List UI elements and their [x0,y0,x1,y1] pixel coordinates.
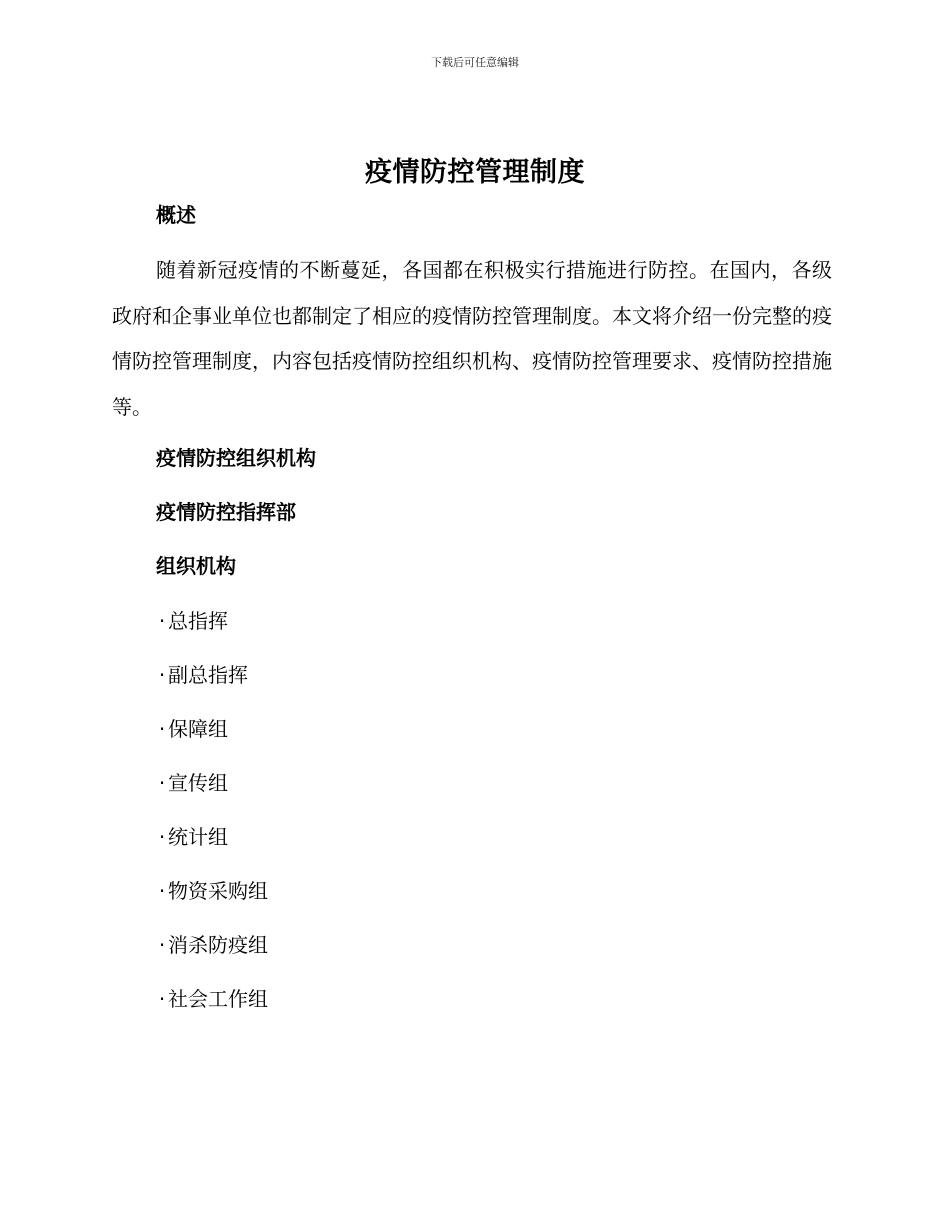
page-header-note: 下载后可任意编辑 [431,56,519,69]
bullet-dot: · [158,933,166,957]
document-title: 疫情防控管理制度 [365,157,585,188]
list-item-label: 物资采购组 [168,879,268,903]
list-item [156,821,228,850]
overview-heading: 概述 [156,203,196,227]
bullet-dot: · [158,771,166,795]
list-item [156,983,268,1012]
bullet-dot: · [158,609,166,633]
list-item [156,767,228,796]
structure-subsection-heading: 组织机构 [156,554,236,578]
list-item [156,659,248,688]
org-section-heading: 疫情防控组织机构 [156,446,316,470]
list-item-label: 保障组 [168,717,228,741]
list-item-label: 副总指挥 [168,663,248,687]
bullet-dot: · [158,717,166,741]
list-item-label: 消杀防疫组 [168,933,268,957]
command-subsection-heading: 疫情防控指挥部 [156,500,296,524]
list-item-label: 宣传组 [168,771,228,795]
bullet-dot: · [158,987,166,1011]
bullet-dot: · [158,825,166,849]
list-item-label: 统计组 [168,825,228,849]
bullet-dot: · [158,879,166,903]
list-item [156,605,228,634]
list-item-label: 总指挥 [168,609,228,633]
list-item [156,875,268,904]
intro-paragraph: 随着新冠疫情的不断蔓延，各国都在积极实行措施进行防控。在国内，各级政府和企事业单位也都制定了相应的疫情防控管理制度。本文将介绍一份完整的疫情防控管理制度，内容包括疫情防控组织机构、疫情防控管理要求、疫情防控措施等。 [112,258,832,419]
list-item [156,929,268,958]
list-item [156,713,228,742]
bullet-dot: · [158,663,166,687]
list-item-label: 社会工作组 [168,987,268,1011]
